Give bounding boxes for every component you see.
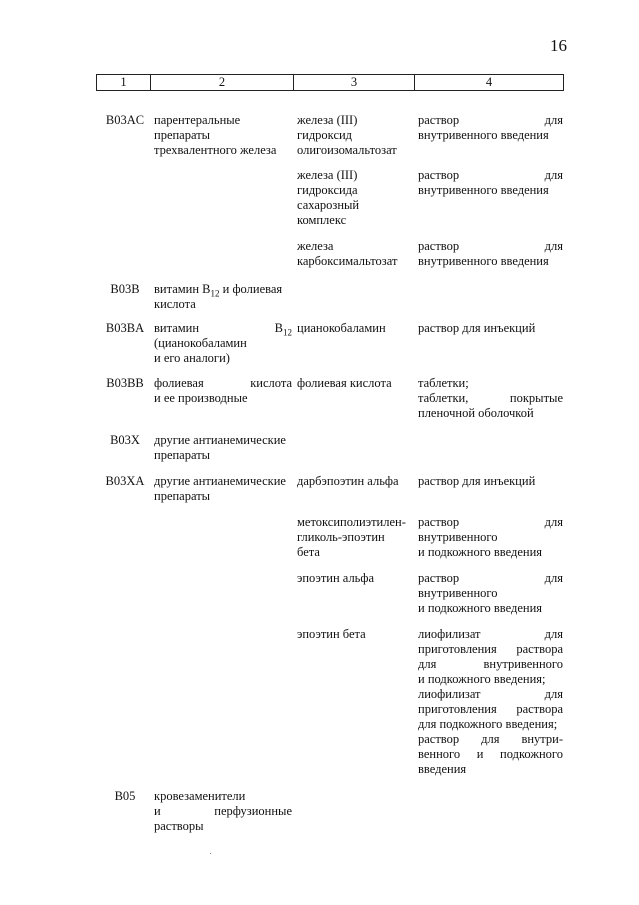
form-line: пленочной оболочкой <box>418 406 534 420</box>
group-line: витамин $В_{12}$ <box>154 321 292 338</box>
group-name <box>154 789 292 834</box>
dosage-form <box>418 239 563 269</box>
inn-name <box>297 571 414 586</box>
group-name <box>154 376 292 406</box>
inn-line: железа (III) <box>297 113 358 127</box>
group-line: и его аналоги) <box>154 351 230 365</box>
atc-code: B03AC <box>105 113 145 127</box>
column-header-4: 4 <box>415 75 564 91</box>
inn-name <box>297 474 414 489</box>
form-line: внутривенного введения <box>418 183 549 197</box>
scan-speck <box>210 853 211 854</box>
inn-name <box>297 239 414 269</box>
group-line: растворы <box>154 819 204 833</box>
group-line: фолиевая кислота <box>154 376 292 390</box>
form-line: раствор для <box>418 571 563 585</box>
inn-name <box>297 376 414 391</box>
atc-code: B03XA <box>105 474 145 488</box>
inn-line: олигоизомальтозат <box>297 143 397 157</box>
dosage-form <box>418 515 563 560</box>
dosage-form <box>418 113 563 143</box>
inn-name <box>297 321 414 336</box>
atc-code: B03X <box>110 433 140 447</box>
column-header-row <box>96 74 564 91</box>
form-line: лиофилизат для <box>418 627 563 641</box>
atc-code: B03BB <box>106 376 144 390</box>
group-line: и перфузионные <box>154 804 292 818</box>
inn-line: фолиевая кислота <box>297 376 392 390</box>
form-line: раствор для <box>418 113 563 127</box>
form-line: внутривенного <box>418 586 498 600</box>
group-line: препараты <box>154 128 211 142</box>
inn-line: сахарозный <box>297 198 360 212</box>
group-name <box>154 321 292 366</box>
inn-name <box>297 113 414 158</box>
dosage-form <box>418 168 563 198</box>
form-line: и подкожного введения; <box>418 672 546 686</box>
dosage-form <box>418 571 563 616</box>
inn-name <box>297 627 414 642</box>
atc-code: B03BA <box>105 321 145 335</box>
form-line: таблетки; <box>418 376 469 390</box>
inn-line: дарбэпоэтин альфа <box>297 474 399 488</box>
form-line: раствор для <box>418 239 563 253</box>
group-line: другие антианемические <box>154 474 286 488</box>
form-line: раствор для <box>418 515 563 529</box>
form-line: и подкожного введения <box>418 601 543 615</box>
group-line: препараты <box>154 448 211 462</box>
form-line: внутривенного введения <box>418 128 549 142</box>
group-line: другие антианемические <box>154 433 286 447</box>
group-line: кислота <box>154 297 196 311</box>
form-line: для подкожного введения; <box>418 717 558 731</box>
dosage-form <box>418 376 563 421</box>
inn-line: железа (III) <box>297 168 358 182</box>
inn-line: комплекс <box>297 213 347 227</box>
inn-line: гидроксида <box>297 183 358 197</box>
column-header-2: 2 <box>151 75 294 91</box>
form-line: лиофилизат для <box>418 687 563 701</box>
group-line: (цианокобаламин <box>154 336 247 350</box>
form-line: венного и подкожного <box>418 747 563 761</box>
group-name <box>154 113 292 158</box>
group-line: кровезаменители <box>154 789 246 803</box>
group-line: трехвалентного железа <box>154 143 277 157</box>
column-header-3: 3 <box>294 75 415 91</box>
form-line: раствор для инъекций <box>418 321 536 335</box>
dosage-form <box>418 627 563 777</box>
group-name <box>154 433 292 463</box>
dosage-form <box>418 321 563 336</box>
form-line: внутривенного <box>418 530 498 544</box>
group-name <box>154 282 292 312</box>
group-line: витамин $В_{12}$ и фолиевая <box>154 282 283 299</box>
atc-code: B05 <box>114 789 136 803</box>
dosage-form <box>418 474 563 489</box>
inn-line: гликоль-эпоэтин <box>297 530 385 544</box>
atc-code: B03B <box>110 282 140 296</box>
inn-line: цианокобаламин <box>297 321 386 335</box>
page-number: 16 <box>550 36 567 55</box>
form-line: и подкожного введения <box>418 545 543 559</box>
form-line: приготовления раствора <box>418 702 563 716</box>
inn-line: бета <box>297 545 320 559</box>
form-line: раствор для внутри- <box>418 732 563 746</box>
group-line: парентеральные <box>154 113 241 127</box>
group-line: и ее производные <box>154 391 248 405</box>
inn-line: гидроксид <box>297 128 353 142</box>
group-name <box>154 474 292 504</box>
inn-line: карбоксимальтозат <box>297 254 398 268</box>
inn-name <box>297 168 414 228</box>
inn-line: эпоэтин альфа <box>297 571 375 585</box>
inn-line: эпоэтин бета <box>297 627 366 641</box>
form-line: раствор для <box>418 168 563 182</box>
form-line: внутривенного введения <box>418 254 549 268</box>
form-line: приготовления раствора <box>418 642 563 656</box>
form-line: для внутривенного <box>418 657 563 671</box>
form-line: введения <box>418 762 467 776</box>
inn-line: метоксиполиэтилен- <box>297 515 406 529</box>
inn-name <box>297 515 414 560</box>
group-line: препараты <box>154 489 211 503</box>
inn-line: железа <box>297 239 334 253</box>
column-header-1: 1 <box>97 75 151 91</box>
form-line: таблетки, покрытые <box>418 391 563 405</box>
form-line: раствор для инъекций <box>418 474 536 488</box>
